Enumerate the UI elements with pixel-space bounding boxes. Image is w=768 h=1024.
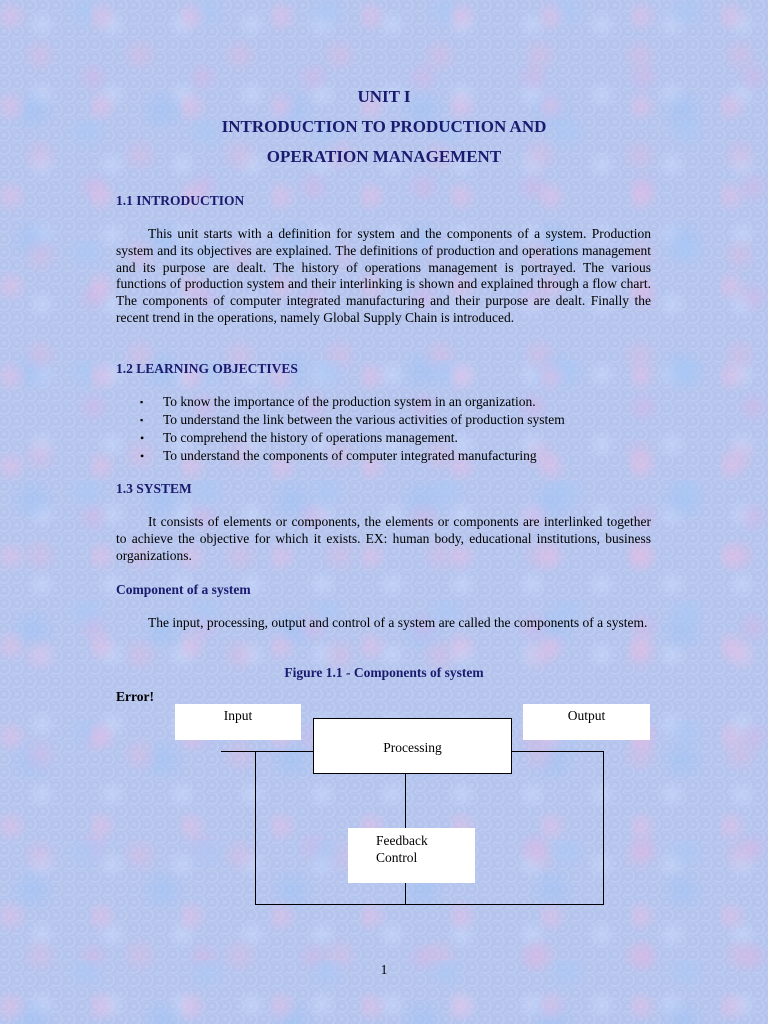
feedback-label: Feedback	[376, 833, 428, 848]
output-box	[523, 704, 650, 740]
unit-title: UNIT I	[357, 87, 411, 106]
list-item	[116, 429, 565, 447]
processing-box	[313, 718, 512, 774]
square-bullet-icon: ▪	[140, 415, 144, 425]
objective-text: To understand the link between the various activities of production system	[163, 412, 565, 427]
figure-caption: Figure 1.1 - Components of system	[284, 665, 484, 680]
error-label: Error!	[116, 689, 154, 704]
control-label: Control	[376, 850, 418, 865]
list-item	[116, 447, 565, 465]
component-paragraph: The input, processing, output and control of a system are called the components of a system.	[148, 615, 648, 630]
chapter-title-line-2: OPERATION MANAGEMENT	[266, 147, 502, 166]
introduction-heading: 1.1 INTRODUCTION	[116, 193, 245, 208]
output-label: Output	[567, 708, 606, 723]
right-feedback-line	[603, 751, 604, 905]
output-connector-line	[511, 751, 604, 752]
objective-text: To comprehend the history of operations management.	[163, 430, 458, 445]
processing-label: Processing	[383, 740, 442, 755]
objective-text: To know the importance of the production system in an organization.	[163, 394, 536, 409]
page-number: 1	[380, 962, 388, 977]
input-box	[175, 704, 301, 740]
objectives-list	[116, 393, 565, 465]
input-label: Input	[223, 708, 253, 723]
bottom-feedback-line	[255, 904, 604, 905]
list-item	[116, 411, 565, 429]
list-item	[116, 393, 565, 411]
component-heading: Component of a system	[116, 582, 251, 597]
feedback-control-box	[348, 828, 475, 883]
round-bullet-icon: •	[140, 431, 145, 445]
system-heading: 1.3 SYSTEM	[116, 481, 192, 496]
left-feedback-line	[255, 751, 256, 905]
input-connector-line	[221, 751, 313, 752]
square-bullet-icon: ▪	[140, 397, 144, 407]
objective-text: To understand the components of computer integrated manufacturing	[163, 448, 537, 463]
chapter-title-line-1: INTRODUCTION TO PRODUCTION AND	[221, 117, 547, 136]
round-bullet-icon: •	[140, 449, 145, 463]
objectives-heading: 1.2 LEARNING OBJECTIVES	[116, 361, 298, 376]
introduction-paragraph: This unit starts with a definition for system and the components of a system. Production system and its objectives are explained. The definitions of production and operations management and its purpose are dealt. The history of operations management is portrayed. The various functions of production system and their interlinking is shown and explained through a flow chart. The components of computer integrated manufacturing and their purpose are dealt. Finally the recent trend in the operations, namely Global Supply Chain is introduced.	[116, 226, 651, 325]
system-paragraph: It consists of elements or components, the elements or components are interlinked together to achieve the objective for which it exists. EX: human body, educational institutions, business organizations.	[116, 514, 651, 563]
